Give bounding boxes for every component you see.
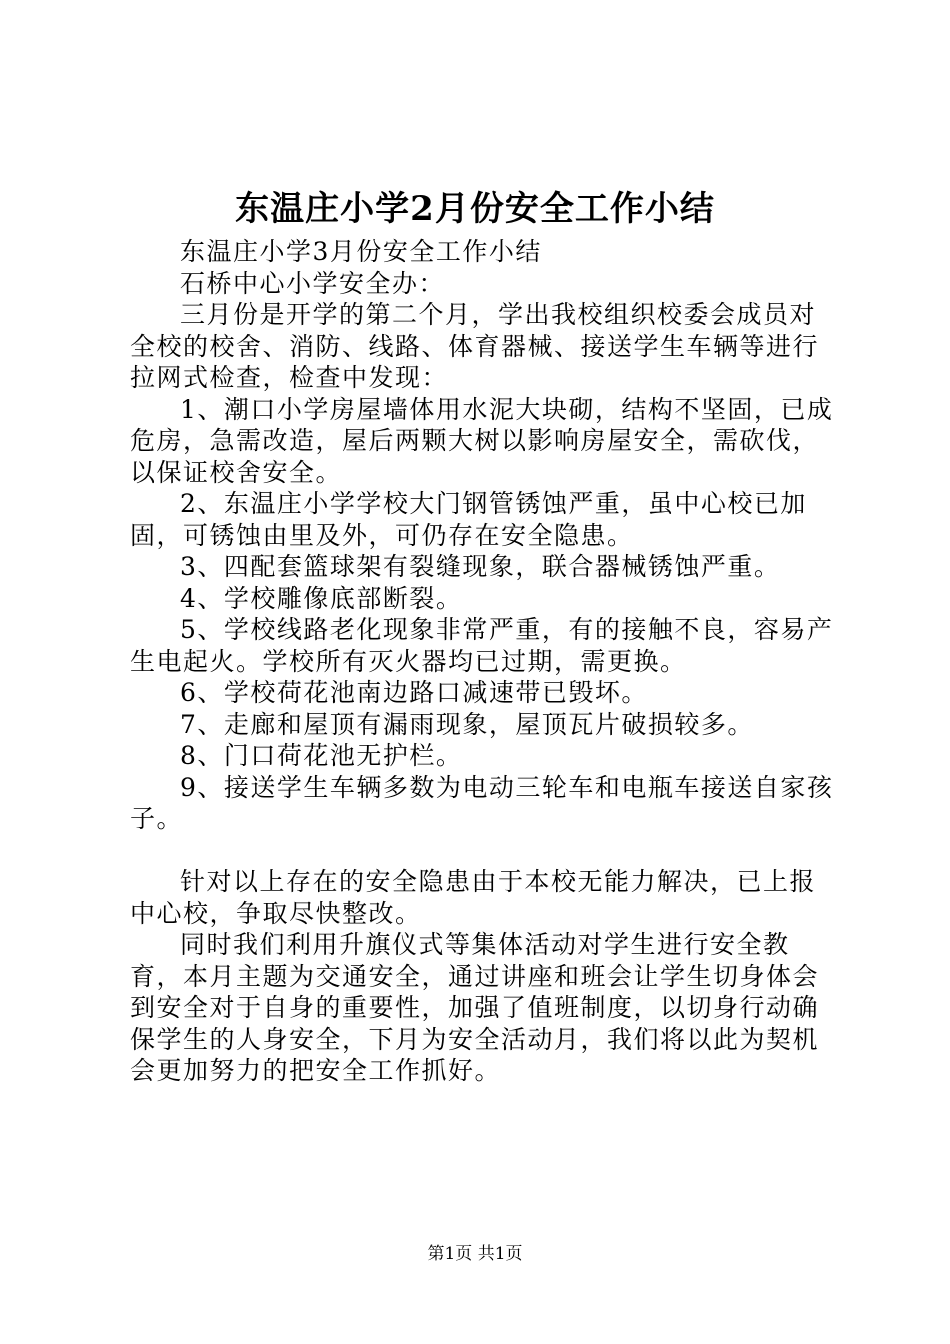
paragraph-item-2: 2、东温庄小学学校大门钢管锈蚀严重，虽中心校已加固，可锈蚀由里及外，可仍存在安全隐患。 (130, 489, 807, 550)
paragraph-intro: 三月份是开学的第二个月，学出我校组织校委会成员对全校的校舍、消防、线路、体育器械、接送学生车辆等进行拉网式检查，检查中发现： (130, 300, 820, 392)
paragraph-item-1: 1、潮口小学房屋墙体用水泥大块砌，结构不坚固，已成危房，急需改造，屋后两颗大树以影响房屋安全，需砍伐，以保证校舍安全。 (130, 394, 834, 487)
paragraph-response: 针对以上存在的安全隐患由于本校无能力解决，已上报中心校，争取尽快整改。 (130, 867, 817, 928)
paragraph-conclusion: 同时我们利用升旗仪式等集体活动对学生进行安全教育，本月主题为交通安全，通过讲座和班会让学生切身体会到安全对于自身的重要性，加强了值班制度，以切身行动确保学生的人身安全，下月为安全活动月，我们将以此为契机会更加努力的把安全工作抓好。 (130, 930, 820, 1085)
paragraph-item-5: 5、学校线路老化现象非常严重，有的接触不良，容易产生电起火。学校所有灭火器均已过期，需更换。 (130, 615, 834, 676)
document-title: 东温庄小学2月份安全工作小结 (235, 189, 715, 229)
paragraph-item-7: 7、走廊和屋顶有漏雨现象，屋顶瓦片破损较多。 (180, 709, 754, 739)
paragraph-subtitle: 东温庄小学3月份安全工作小结 (180, 237, 542, 266)
paragraph-item-8: 8、门口荷花池无护栏。 (180, 741, 463, 770)
paragraph-item-6: 6、学校荷花池南边路口减速带已毁坏。 (180, 678, 648, 707)
paragraph-item-3: 3、四配套篮球架有裂缝现象，联合器械锈蚀严重。 (180, 552, 781, 581)
paragraph-recipient: 石桥中心小学安全办： (180, 268, 446, 298)
document-body (130, 236, 834, 1087)
paragraph-item-4: 4、学校雕像底部断裂。 (180, 583, 463, 613)
paragraph-item-9: 9、接送学生车辆多数为电动三轮车和电瓶车接送自家孩子。 (130, 772, 834, 833)
page-number: 第1页 共1页 (427, 1244, 523, 1264)
